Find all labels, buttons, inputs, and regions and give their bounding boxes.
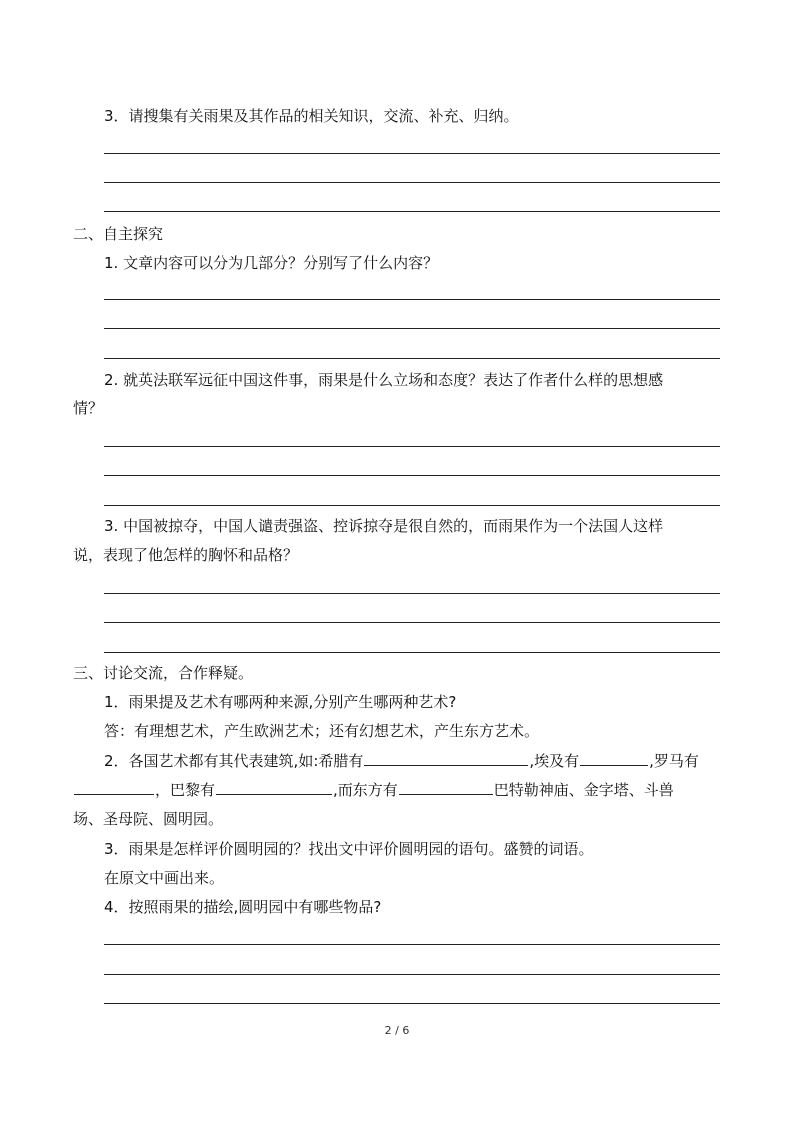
answer-line [104, 944, 720, 945]
answer-line [104, 652, 720, 653]
answer-line [104, 153, 720, 154]
answer-line [104, 593, 720, 594]
section-3-question-3-note: 在原文中画出来。 [104, 869, 225, 887]
answer-line [104, 475, 720, 476]
question-2-egypt: ,埃及有 [529, 752, 580, 770]
answer-line [104, 328, 720, 329]
answer-line [104, 211, 720, 212]
page-number: 2 / 6 [384, 1024, 410, 1037]
answer-line [104, 974, 720, 975]
answer-line [104, 446, 720, 447]
question-2-answers: 巴特勒神庙、金字塔、斗兽 [493, 781, 674, 799]
question-2-rome: ,罗马有 [649, 752, 699, 770]
question-prev-3: 3．请搜集有关雨果及其作品的相关知识，交流、补充、归纳。 [104, 107, 519, 125]
answer-line [104, 1003, 720, 1004]
blank-egypt[interactable] [580, 751, 648, 766]
question-2-east: ,而东方有 [333, 781, 398, 799]
section-3-question-3: 3．雨果是怎样评价圆明园的？找出文中评价圆明园的语句。盛赞的词语。 [104, 840, 594, 858]
answer-line [104, 358, 720, 359]
answer-line [104, 622, 720, 623]
question-2-prefix: 2．各国艺术都有其代表建筑,如:希腊有 [104, 752, 364, 770]
section-3-question-1: 1．雨果提及艺术有哪两种来源,分别产生哪两种艺术? [104, 693, 457, 711]
blank-paris[interactable] [216, 780, 332, 795]
section-3-question-2-line-3: 场、圣母院、圆明园。 [73, 810, 224, 828]
question-2-paris: ，巴黎有 [155, 781, 216, 799]
section-3-question-2-line-1 [104, 751, 699, 771]
section-2-question-3-line-1: 3. 中国被掠夺，中国人谴责强盗、控诉掠夺是很自然的，而雨果作为一个法国人这样 [104, 517, 664, 535]
section-3-heading: 三、讨论交流，合作释疑。 [73, 664, 254, 682]
section-3-question-2-line-2 [73, 780, 674, 800]
answer-line [104, 182, 720, 183]
blank-rome[interactable] [74, 780, 154, 795]
blank-greece[interactable] [364, 751, 528, 766]
answer-line [104, 505, 720, 506]
section-2-question-2-line-2: 情？ [73, 399, 104, 417]
section-2-heading: 二、自主探究 [73, 225, 164, 243]
section-3-question-4: 4．按照雨果的描绘,圆明园中有哪些物品? [104, 898, 382, 916]
section-3-answer-1: 答：有理想艺术，产生欧洲艺术；还有幻想艺术，产生东方艺术。 [104, 722, 540, 740]
section-2-question-1: 1. 文章内容可以分为几部分？分别写了什么内容？ [104, 254, 439, 272]
blank-east[interactable] [399, 780, 493, 795]
section-2-question-2-line-1: 2. 就英法联军远征中国这件事，雨果是什么立场和态度？表达了作者什么样的思想感 [104, 371, 664, 389]
answer-line [104, 299, 720, 300]
section-2-question-3-line-2: 说，表现了他怎样的胸怀和品格？ [73, 546, 299, 564]
